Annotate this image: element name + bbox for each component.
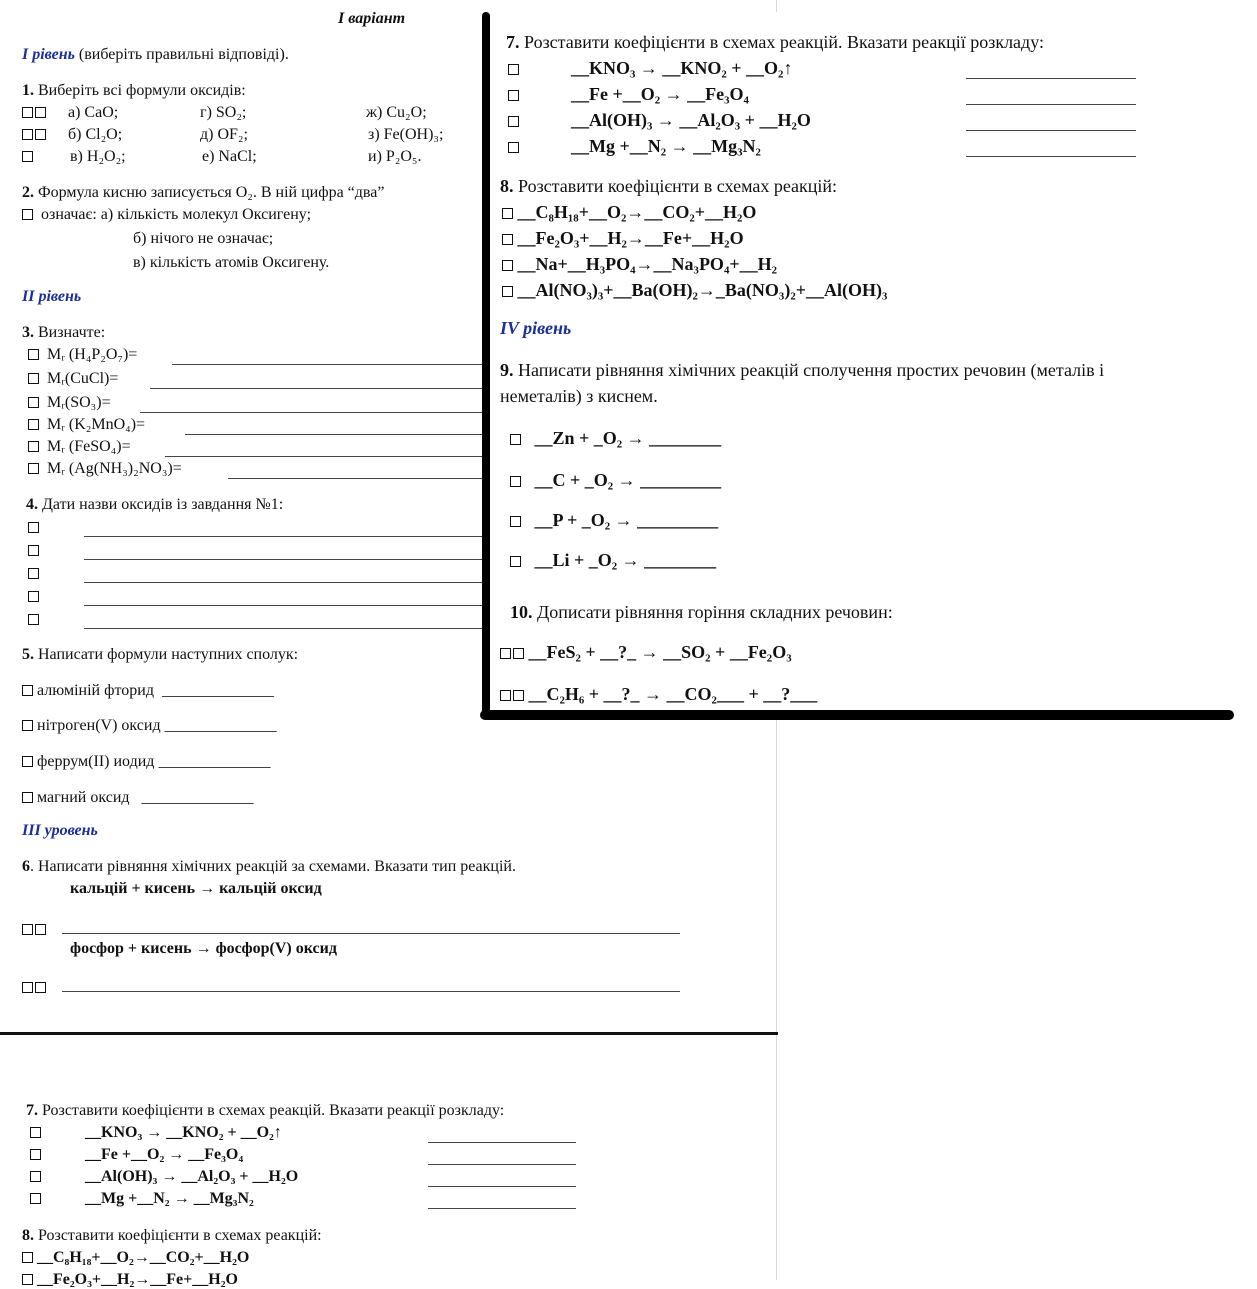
q7-item: __KNO₃ → __KNO₂ + __O₂↑ [30, 1124, 282, 1142]
q3-item: Mᵣ(CuCl)= [28, 370, 118, 388]
checkbox[interactable] [508, 90, 519, 101]
q5-item: нітроген(V) оксид ______________ [22, 717, 277, 735]
q6-scheme2: фосфор + кисень → фосфор(V) оксид [70, 940, 337, 957]
answer-line[interactable] [966, 104, 1136, 105]
level4-heading: IV рівень [500, 318, 572, 338]
q7-item: __Mg +__N₂ → __Mg₃N₂ [30, 1190, 254, 1208]
checkbox[interactable] [22, 107, 33, 118]
checkbox[interactable] [508, 64, 519, 75]
q7-item: __Mg +__N₂ → __Mg₃N₂ [508, 136, 761, 157]
answer-line[interactable] [966, 156, 1136, 157]
checkbox[interactable] [500, 690, 511, 701]
level2-heading: II рівень [22, 288, 82, 305]
checkbox[interactable] [28, 441, 39, 452]
checkbox[interactable] [502, 286, 513, 297]
checkbox[interactable] [28, 419, 39, 430]
level3-heading: III уровень [22, 822, 98, 839]
q7-item: __Al(OH)₃ → __Al₂O₃ + __H₂O [30, 1168, 298, 1186]
checkbox[interactable] [510, 556, 521, 567]
checkbox[interactable] [22, 792, 33, 803]
q8-item: __C₈H₁₈+__O₂→__CO₂+__H₂O [22, 1249, 249, 1267]
checkbox[interactable] [502, 208, 513, 219]
answer-line[interactable] [228, 478, 482, 479]
checkbox[interactable] [502, 260, 513, 271]
answer-line[interactable] [84, 605, 482, 606]
checkbox[interactable] [28, 542, 39, 560]
answer-line[interactable] [185, 434, 482, 435]
checkbox[interactable] [513, 690, 524, 701]
q1-row2: б) Cl₂O; д) OF₂; з) Fe(OH)₃; [22, 126, 482, 144]
q4-title: 4. Дати назви оксидів із завдання №1: [26, 496, 284, 513]
q8-item: __Na+__H₃PO₄→__Na₃PO₄+__H₂ [502, 254, 777, 275]
checkbox[interactable] [500, 648, 511, 659]
q9-item: __Zn + _O₂ → ________ [510, 428, 721, 449]
checkbox[interactable] [30, 1149, 41, 1160]
answer-line[interactable] [84, 628, 482, 629]
q2-line3: в) кількість атомів Оксигену. [133, 254, 330, 271]
q1-title: 1. Виберіть всі формули оксидів: [22, 82, 246, 99]
level1-heading: І рівень (виберіть правильні відповіді). [22, 46, 289, 63]
q8-item: __Al(NO₃)₃+__Ba(OH)₂→_Ba(NO₃)₂+__Al(OH)₃ [502, 280, 887, 301]
checkbox[interactable] [22, 685, 33, 696]
checkbox[interactable] [22, 1252, 33, 1263]
q6-scheme1: кальцій + кисень → кальцій оксид [70, 880, 322, 897]
q2-title: 2. Формула кисню записується O₂. В ній цифра “два” [22, 184, 385, 201]
q8-item: __Fe₂O₃+__H₂→__Fe+__H₂O [502, 228, 744, 249]
checkbox[interactable] [28, 588, 39, 606]
answer-line[interactable] [172, 364, 482, 365]
q8-title-lower: 8. Розставити коефіцієнти в схемах реакцій: [22, 1227, 322, 1244]
checkbox[interactable] [35, 129, 46, 140]
checkbox[interactable] [22, 151, 33, 162]
q3-item: Mᵣ (H₄P₂O₇)= [28, 346, 137, 364]
q8-title: 8. Розставити коефіцієнти в схемах реакцій: [500, 176, 838, 196]
q1-row3: в) H₂O₂; е) NaCl; и) P₂O₅. [22, 148, 482, 166]
q3-item: Mᵣ(SO₃)= [28, 394, 111, 412]
q7-title: 7. Розставити коефіцієнти в схемах реакцій. Вказати реакції розкладу: [506, 32, 1044, 52]
answer-line[interactable] [84, 536, 482, 537]
q10-item: __C₂H₆ + __?_ → __CO₂___ + __?___ [500, 684, 817, 705]
q3-item: Mᵣ (Ag(NH₃)₂NO₃)= [28, 460, 182, 478]
q3-title: 3. Визначте: [22, 324, 106, 341]
answer-line[interactable] [84, 559, 482, 560]
q5-item: магний оксид ______________ [22, 789, 254, 807]
checkbox[interactable] [508, 142, 519, 153]
page-separator [0, 1032, 778, 1035]
checkbox[interactable] [510, 476, 521, 487]
q3-item: Mᵣ (FeSO₄)= [28, 438, 131, 456]
checkbox[interactable] [35, 924, 46, 935]
checkbox[interactable] [35, 982, 46, 993]
marker-border-horizontal [480, 710, 1234, 720]
q5-title: 5. Написати формули наступних сполук: [22, 646, 299, 663]
answer-line[interactable] [150, 388, 482, 389]
answer-line[interactable] [140, 412, 482, 413]
answer-line[interactable] [62, 991, 680, 992]
q7-item: __Fe +__O₂ → __Fe₃O₄ [30, 1146, 243, 1164]
checkbox[interactable] [22, 720, 33, 731]
checkbox[interactable] [28, 349, 39, 360]
q7-title-lower: 7. Розставити коефіцієнти в схемах реакцій. Вказати реакції розкладу: [26, 1102, 505, 1119]
marker-border-vertical [482, 12, 490, 720]
answer-line[interactable] [428, 1186, 576, 1187]
checkbox[interactable] [28, 397, 39, 408]
checkbox[interactable] [28, 519, 39, 537]
checkbox[interactable] [30, 1171, 41, 1182]
answer-line[interactable] [966, 130, 1136, 131]
checkbox[interactable] [30, 1193, 41, 1204]
q7-item: __Al(OH)₃ → __Al₂O₃ + __H₂O [508, 110, 811, 131]
checkbox[interactable] [30, 1127, 41, 1138]
checkbox[interactable] [22, 982, 33, 993]
checkbox[interactable] [22, 924, 33, 935]
q8-item: __C₈H₁₈+__O₂→__CO₂+__H₂O [502, 202, 756, 223]
q5-item: феррум(II) иодид ______________ [22, 753, 270, 771]
answer-line[interactable] [428, 1164, 576, 1165]
q2-line1: означає: а) кількість молекул Оксигену; [22, 206, 311, 224]
q9-title-line1: 9. Написати рівняння хімічних реакцій сполучення простих речовин (металів і [500, 360, 1105, 380]
checkbox[interactable] [28, 611, 39, 629]
q10-title: 10. Дописати рівняння горіння складних речовин: [510, 602, 893, 622]
checkbox[interactable] [510, 434, 521, 445]
q10-item: __FeS₂ + __?_ → __SO₂ + __Fe₂O₃ [500, 642, 792, 663]
q8-item: __Fe₂O₃+__H₂→__Fe+__H₂O [22, 1271, 238, 1289]
q3-item: Mᵣ (K₂MnO₄)= [28, 416, 145, 434]
checkbox[interactable] [22, 129, 33, 140]
q2-line2: б) нічого не означає; [133, 230, 274, 247]
checkbox[interactable] [502, 234, 513, 245]
checkbox[interactable] [28, 373, 39, 384]
checkbox[interactable] [28, 565, 39, 583]
q6-checkboxes [22, 921, 46, 939]
q1-row1: а) CaO; г) SO₂; ж) Cu₂O; [22, 104, 482, 122]
checkbox[interactable] [513, 648, 524, 659]
q7-item: __KNO₃ → __KNO₂ + __O₂↑ [508, 58, 792, 79]
checkbox[interactable] [22, 756, 33, 767]
q7-item: __Fe +__O₂ → __Fe₃O₄ [508, 84, 749, 105]
overlay-panel [486, 12, 1257, 720]
q6-checkboxes [22, 979, 46, 997]
answer-line[interactable] [428, 1142, 576, 1143]
q5-item: алюміній фторид ______________ [22, 682, 274, 700]
checkbox[interactable] [508, 116, 519, 127]
checkbox[interactable] [22, 209, 33, 220]
q6-title: 6. Написати рівняння хімічних реакцій за схемами. Вказати тип реакцій. [22, 858, 516, 875]
answer-line[interactable] [165, 456, 482, 457]
checkbox[interactable] [35, 107, 46, 118]
answer-line[interactable] [428, 1208, 576, 1209]
checkbox[interactable] [28, 463, 39, 474]
q9-item: __C + _O₂ → _________ [510, 470, 721, 491]
q9-item: __Li + _O₂ → ________ [510, 550, 716, 571]
answer-line[interactable] [62, 933, 680, 934]
answer-line[interactable] [84, 582, 482, 583]
variant-title: І варіант [338, 10, 406, 27]
checkbox[interactable] [510, 516, 521, 527]
q9-title-line2: неметалів) з киснем. [500, 386, 658, 406]
answer-line[interactable] [966, 78, 1136, 79]
q9-item: __P + _O₂ → _________ [510, 510, 718, 531]
